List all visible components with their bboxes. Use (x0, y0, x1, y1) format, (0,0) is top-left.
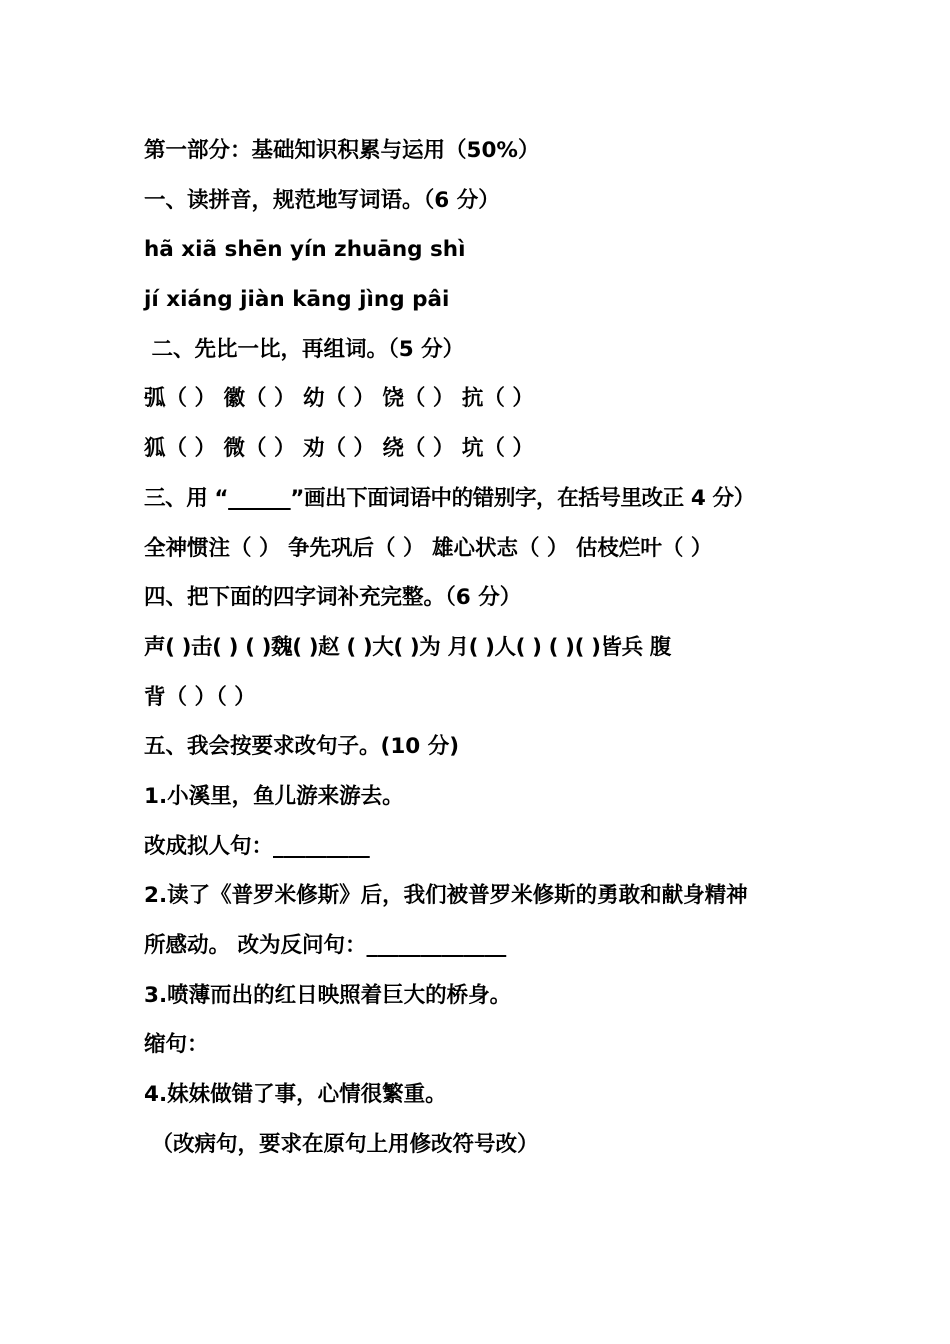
sentence-1-task: 改成拟人句：_________ (144, 833, 370, 859)
question-4-heading: 四、把下面的四字词补充完整。（6 分） (144, 585, 522, 611)
sentence-3: 3.喷薄而出的红日映照着巨大的桥身。 (144, 982, 512, 1008)
sentence-4-task: （改病句，要求在原句上用修改符号改） (144, 1131, 539, 1157)
question-5-heading: 五、我会按要求改句子。(10 分) (144, 734, 460, 760)
part-one-heading: 第一部分：基础知识积累与运用（50%） (144, 138, 540, 163)
compare-words-row-2: 狐（ ） 微（ ） 劝（ ） 绕（ ） 坑（ ） (144, 436, 534, 462)
pinyin-line-1: hã xiã shēn yín zhuāng shì (144, 237, 466, 263)
question-3-heading: 三、用 “______”画出下面词语中的错别字，在括号里改正 4 分） (144, 485, 755, 511)
document-content (144, 126, 824, 1169)
sentence-4: 4.妹妹做错了事，心情很繁重。 (144, 1082, 447, 1108)
compare-words-row-1: 弧（ ） 徽（ ） 幼（ ） 饶（ ） 抗（ ） (144, 386, 534, 412)
pinyin-line-2: jí xiáng jiàn kāng jìng pâi (144, 287, 450, 313)
question-2-heading: 二、先比一比，再组词。（5 分） (144, 336, 465, 362)
idiom-fill-row-1: 声( )击( ) ( )魏( )赵 ( )大( )为 月( )人( ) ( )( )皆兵 腹 (144, 634, 671, 660)
idiom-fill-row-2: 背（ ）（ ） (144, 684, 256, 710)
question-1-heading: 一、读拼音，规范地写词语。（6 分） (144, 187, 500, 213)
sentence-3-task: 缩句： (144, 1032, 209, 1058)
sentence-2: 2.读了《普罗米修斯》后，我们被普罗米修斯的勇敢和献身精神 (144, 883, 748, 909)
sentence-2-task: 所感动。 改为反问句：_____________ (144, 933, 507, 958)
sentence-1: 1.小溪里，鱼儿游来游去。 (144, 783, 404, 809)
typo-words-row: 全神惯注（ ） 争先巩后（ ） 雄心状志（ ） 估枝烂叶（ ） (144, 535, 713, 561)
